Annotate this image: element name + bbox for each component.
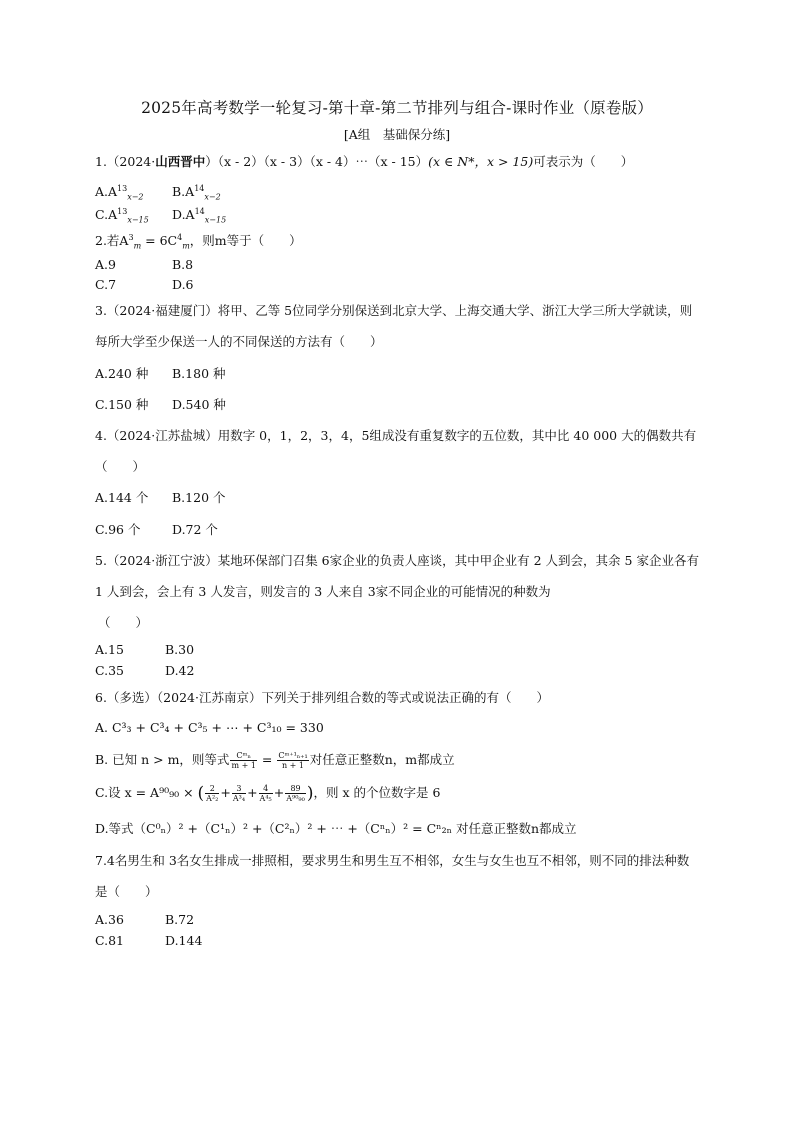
q1-option-a: $A.A^{13}_{x-2}$ bbox=[95, 184, 144, 202]
q6-option-c: C.设 x = A⁹⁰₉₀ × ( $\frac{2}{\text{A²₂}}$ + $\frac{3}{\text{A³₄}}$ + $\frac{4}{\text{A⁴₅}}$ + $\frac{89}{\text{A⁹⁰₉₀}}$ )，则 x 的个位数字是 6 bbox=[95, 783, 441, 804]
question-2: 2.若$A^3_m = 6C^4_m$，则m等于（ ） bbox=[95, 233, 302, 251]
q5-option-b: B.30 bbox=[165, 642, 195, 657]
question-6: 6.（多选）（2024·江苏南京）下列关于排列组合数的等式或说法正确的有（ ） bbox=[95, 690, 549, 705]
q7-option-c: C.81 bbox=[95, 933, 124, 948]
q3-option-d: D.540 种 bbox=[172, 397, 226, 412]
q4-option-d: D.72 个 bbox=[172, 522, 218, 537]
question-3: 3.（2024·福建厦门）将甲、乙等 5位同学分别保送到北京大学、上海交通大学、浙江大学三所大学就读，则每所大学至少保送一人的不同保送的方法有（ ） bbox=[95, 303, 693, 349]
q4-option-a: A.144 个 bbox=[95, 490, 149, 505]
q7-option-b: B.72 bbox=[165, 912, 195, 927]
q5-option-d: D.42 bbox=[165, 663, 195, 678]
q3-option-a: A.240 种 bbox=[95, 366, 149, 381]
q1-tail: 可表示为（ ） bbox=[533, 154, 634, 169]
q1-option-c: $C.A^{13}_{x-15}$ bbox=[95, 207, 149, 225]
q5-paren: （ ） bbox=[98, 615, 149, 630]
q5-option-a: A.15 bbox=[95, 642, 124, 657]
q1-condition: (x ∈ N*，x > 15) bbox=[428, 154, 534, 169]
q2-option-d: D.6 bbox=[172, 277, 194, 292]
q1-option-d: $D.A^{14}_{x-15}$ bbox=[172, 207, 227, 225]
q2-option-b: B.8 bbox=[172, 257, 194, 272]
q1-option-b: $B.A^{14}_{x-2}$ bbox=[172, 184, 221, 202]
question-7: 7.4名男生和 3名女生排成一排照相，要求男生和男生互不相邻，女生与女生也互不相邻，则不同的排法种数是（ ） bbox=[95, 853, 690, 899]
question-4: 4.（2024·江苏盐城）用数字 0，1，2，3，4，5组成没有重复数字的五位数，其中比 40 000 大的偶数共有（ ） bbox=[95, 428, 697, 474]
q7-option-d: D.144 bbox=[165, 933, 203, 948]
q3-option-c: C.150 种 bbox=[95, 397, 149, 412]
q2-option-c: C.7 bbox=[95, 277, 117, 292]
section-subtitle: [A组 基础保分练] bbox=[343, 127, 451, 142]
question-1 bbox=[95, 153, 699, 171]
q6-option-d: D.等式（C⁰ₙ）² +（C¹ₙ）² +（C²ₙ）² + ⋯ +（Cⁿₙ）² = Cⁿ₂ₙ 对任意正整数n都成立 bbox=[95, 821, 577, 836]
document-title: 2025年高考数学一轮复习-第十章-第二节排列与组合-课时作业（原卷版） bbox=[141, 99, 653, 117]
q4-option-c: C.96 个 bbox=[95, 522, 141, 537]
q3-option-b: B.180 种 bbox=[172, 366, 226, 381]
q7-option-a: A.36 bbox=[95, 912, 124, 927]
q6-option-b: B. 已知 n > m，则等式 $\frac{\text{Cᵐₙ}}{m + 1}$ = $\frac{\text{Cᵐ⁺¹ₙ₊₁}}{n + 1}$ 对任意正整数n，m都成立 bbox=[95, 751, 455, 770]
q1-source: 山西晋中 bbox=[155, 154, 206, 169]
q4-option-b: B.120 个 bbox=[172, 490, 226, 505]
q1-prefix: 1.（2024· bbox=[95, 154, 156, 169]
q2-option-a: A.9 bbox=[95, 257, 116, 272]
q5-option-c: C.35 bbox=[95, 663, 124, 678]
q1-text: ）（x - 2）（x - 3）（x - 4）⋯（x - 15） bbox=[205, 154, 429, 169]
question-5: 5.（2024·浙江宁波）某地环保部门召集 6家企业的负责人座谈，其中甲企业有 2 人到会，其余 5 家企业各有 1 人到会，会上有 3 人发言，则发言的 3 人来自 3家不同企业的可能情况的种数为 bbox=[95, 553, 699, 599]
q6-option-a: A. C³₃ + C³₄ + C³₅ + ⋯ + C³₁₀ = 330 bbox=[95, 720, 324, 735]
